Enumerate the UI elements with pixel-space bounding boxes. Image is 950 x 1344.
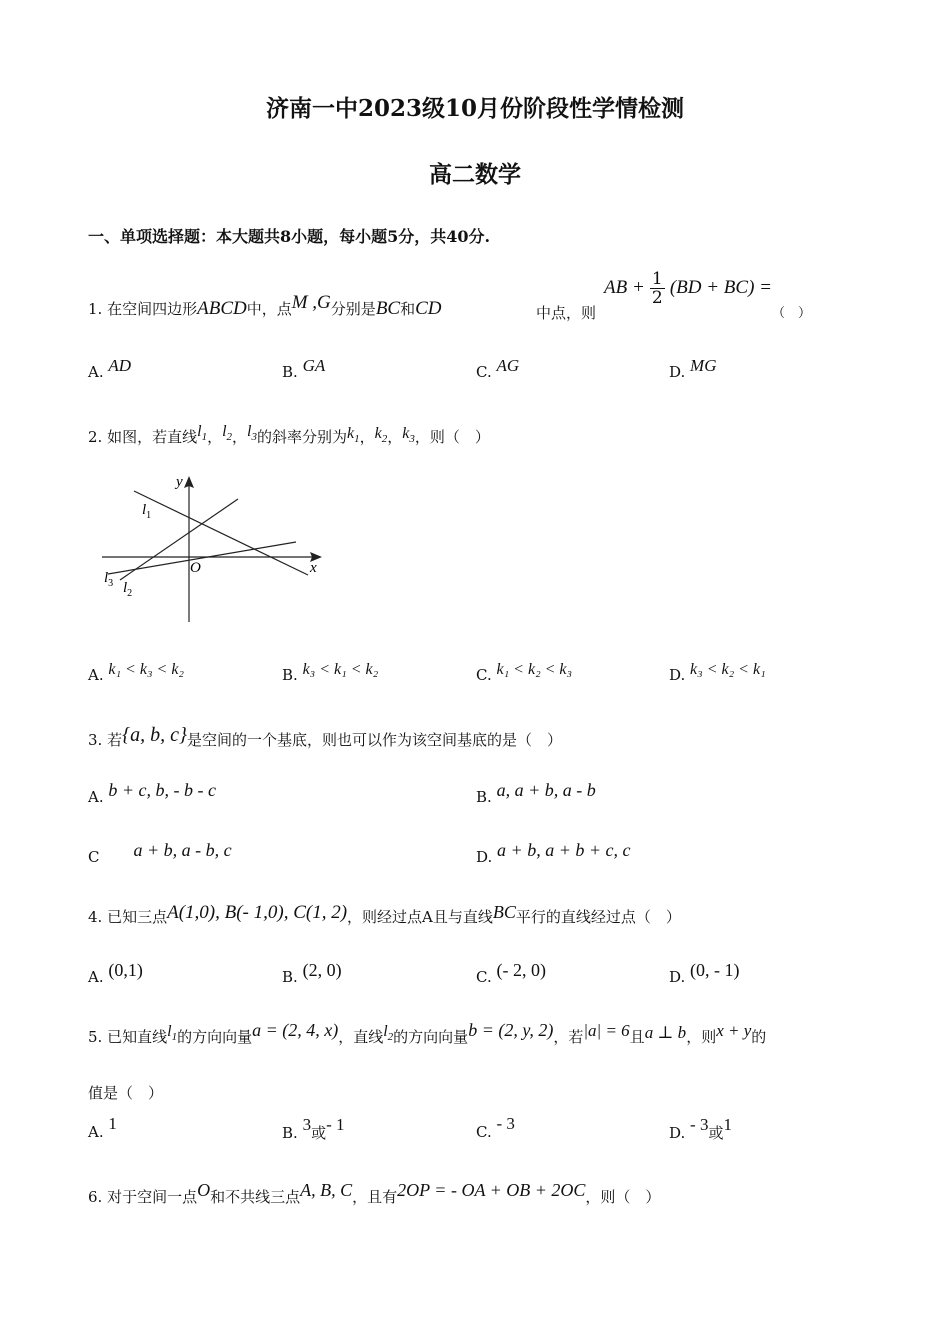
- page-subtitle: 高二数学: [429, 161, 521, 188]
- q3-option-c: [88, 840, 232, 867]
- q5-text: ，若: [553, 1028, 584, 1046]
- q1-option-c: [476, 356, 520, 382]
- q1-text-midpoint: 中点，则: [536, 304, 597, 322]
- option-label: B.: [282, 363, 298, 381]
- q4-number: 4.: [88, 908, 103, 926]
- q2-k1: k: [347, 425, 355, 442]
- q5-vector-b: b = (2, y, 2): [468, 1020, 554, 1040]
- q3-option-d: [476, 840, 631, 867]
- q3-basis: {a, b, c}: [122, 724, 187, 746]
- q6-equation: 2OP = - OA + OB + 2OC: [397, 1180, 586, 1200]
- option-value: - 3: [690, 1115, 709, 1134]
- option-value: (2, 0): [302, 960, 342, 980]
- l2-label-sub: 2: [127, 588, 133, 599]
- q4-option-b: [282, 960, 342, 987]
- q4-text: 平行的直线经过点（ ）: [515, 908, 681, 926]
- q1-math-abcd: ABCD: [197, 298, 247, 319]
- q2-option-c: [476, 661, 573, 685]
- q5-text: 且: [629, 1028, 645, 1046]
- q1-text: 中，点: [246, 300, 292, 318]
- q3-option-a: [88, 780, 217, 807]
- option-value: GA: [302, 356, 326, 375]
- q1-math-bc: BC: [375, 298, 401, 319]
- option-value-2: 1: [723, 1115, 732, 1134]
- q5-text: 的方向向量: [393, 1028, 469, 1046]
- section-heading: 一、单项选择题：本大题共8小题，每小题5分，共40分.: [88, 227, 491, 246]
- q4-text: ，则经过点A且与直线: [347, 908, 493, 926]
- q5-perpendicular: a ⊥ b: [644, 1023, 687, 1042]
- q4-text: 已知三点: [107, 908, 168, 926]
- q1-option-a: [88, 356, 132, 382]
- q5-option-a: [88, 1114, 117, 1142]
- q2-text: 的斜率分别为: [257, 428, 348, 446]
- q2-k3-sub: 3: [409, 433, 415, 446]
- q2-text: 如图，若直线: [107, 428, 198, 446]
- question-6: [88, 1180, 661, 1207]
- q2-l3-sub: 3: [251, 431, 257, 444]
- q2-k1-sub: 1: [354, 433, 360, 446]
- l3-label-sub: 3: [108, 578, 114, 589]
- q2-figure-axes: [98, 466, 330, 626]
- q1-frac-num: 1: [651, 269, 663, 289]
- option-label: D.: [669, 1124, 686, 1142]
- option-label: B.: [476, 788, 492, 806]
- option-value: 3: [302, 1115, 312, 1134]
- q2-comma: ，: [359, 428, 375, 446]
- option-value-2: - 1: [326, 1115, 345, 1134]
- page-title: 济南一中2023级10月份阶段性学情检测: [265, 95, 685, 122]
- question-2: [88, 423, 490, 449]
- option-value: AG: [496, 356, 520, 375]
- q5-text: ，直线: [338, 1028, 384, 1046]
- q5-l1: l: [167, 1023, 172, 1040]
- q5-magnitude: |a| = 6: [583, 1021, 630, 1040]
- question-1: [88, 292, 442, 320]
- q1-text: 在空间四边形: [107, 300, 198, 318]
- q5-l1-sub: 1: [171, 1031, 178, 1044]
- option-label: A.: [88, 968, 104, 986]
- q1-math-mg: M ,G: [291, 292, 331, 313]
- q2-option-a: [88, 661, 184, 685]
- l1-label-letter: l: [142, 502, 147, 518]
- q3-number: 3.: [88, 731, 103, 749]
- option-label: C.: [476, 968, 492, 986]
- q4-points: A(1,0), B(- 1,0), C(1, 2): [167, 902, 348, 923]
- q5-l2-sub: 2: [387, 1031, 394, 1044]
- q5-text: 已知直线: [107, 1028, 168, 1046]
- option-value: b + c, b, - b - c: [108, 780, 217, 800]
- l3-label-letter: l: [104, 570, 109, 586]
- option-label: D.: [669, 363, 686, 381]
- q5-text: ，则: [686, 1028, 717, 1046]
- q5-option-c: [476, 1114, 515, 1142]
- option-label: C: [88, 848, 100, 866]
- q2-l1-sub: 1: [201, 431, 208, 444]
- question-5: [88, 1020, 767, 1049]
- q6-points: A, B, C: [300, 1180, 353, 1200]
- q1-fraction: [650, 270, 665, 307]
- q1-answer-paren: （ ）: [772, 306, 812, 321]
- option-value: MG: [690, 356, 717, 375]
- q2-comma: ，: [387, 428, 403, 446]
- q5-line2: 值是（ ）: [88, 1084, 164, 1102]
- option-label: A.: [88, 788, 104, 806]
- option-value: - 3: [496, 1114, 515, 1133]
- option-value: a, a + b, a - b: [496, 780, 596, 800]
- l1-label-sub: 1: [146, 510, 152, 521]
- origin-label: O: [190, 560, 201, 576]
- q2-comma: ，: [207, 428, 223, 446]
- l2-label: [123, 580, 132, 599]
- q6-point-o: O: [197, 1180, 211, 1200]
- option-value: 1: [108, 1114, 117, 1133]
- q5-option-d: [669, 1115, 732, 1143]
- q1-expression: [604, 270, 772, 307]
- option-value: (0,1): [108, 960, 143, 980]
- q2-comma: ，: [232, 428, 248, 446]
- q2-number: 2.: [88, 428, 103, 446]
- option-label: B.: [282, 1124, 298, 1142]
- q6-text: 对于空间一点: [107, 1188, 198, 1206]
- option-value: k₃ < k₁ < k₂: [302, 661, 379, 678]
- q3-option-b: [476, 780, 596, 807]
- option-value: (0, - 1): [690, 960, 740, 980]
- q3-text: 是空间的一个基底，则也可以作为该空间基底的是（ ）: [186, 731, 562, 749]
- option-label: D.: [476, 848, 493, 866]
- option-value: k₁ < k₂ < k₃: [496, 661, 573, 678]
- q3-text: 若: [107, 731, 123, 749]
- option-or: 或: [311, 1124, 327, 1142]
- q4-math-bc: BC: [492, 902, 516, 922]
- line-l3: [108, 542, 296, 574]
- q6-text: ，则（ ）: [585, 1188, 661, 1206]
- q6-text: 和不共线三点: [210, 1188, 301, 1206]
- q4-option-c: [476, 960, 546, 987]
- q5-sum: x + y: [716, 1021, 752, 1040]
- q5-text: 的: [751, 1028, 767, 1046]
- q5-text: 的方向向量: [177, 1028, 253, 1046]
- q1-expr-ab: AB +: [604, 277, 645, 298]
- option-label: C.: [476, 1123, 492, 1141]
- option-label: D.: [669, 968, 686, 986]
- x-label: x: [310, 560, 317, 576]
- option-label: B.: [282, 666, 298, 684]
- q1-option-d: [669, 356, 717, 382]
- q5-vector-a: a = (2, 4, x): [252, 1020, 339, 1040]
- q2-k2-sub: 2: [381, 433, 388, 446]
- option-label: C.: [476, 666, 492, 684]
- q2-text: ，则（ ）: [414, 428, 490, 446]
- option-value: a + b, a - b, c: [133, 840, 232, 860]
- q1-expr-bd-bc: (BD + BC) =: [669, 277, 772, 298]
- q4-option-a: [88, 960, 143, 987]
- q2-l2: l: [222, 423, 227, 440]
- q2-k2: k: [374, 425, 382, 442]
- option-value: a + b, a + b + c, c: [497, 840, 631, 860]
- q6-text: ，且有: [352, 1188, 398, 1206]
- q2-k3: k: [402, 425, 410, 442]
- l2-label-letter: l: [123, 580, 128, 596]
- line-l1: [134, 491, 308, 575]
- option-label: A.: [88, 666, 104, 684]
- line-l2: [120, 499, 238, 580]
- q2-l1: l: [197, 423, 202, 440]
- question-3: [88, 724, 562, 751]
- q2-option-b: [282, 661, 379, 685]
- q2-l3: l: [247, 423, 252, 440]
- q4-option-d: [669, 960, 740, 987]
- option-value: AD: [108, 356, 132, 375]
- y-label: y: [176, 474, 183, 490]
- question-4: [88, 902, 681, 928]
- option-label: B.: [282, 968, 298, 986]
- q1-number: 1.: [88, 300, 103, 318]
- q5-option-b: [282, 1115, 345, 1143]
- option-label: D.: [669, 666, 686, 684]
- option-label: A.: [88, 363, 104, 381]
- l1-label: [142, 502, 151, 521]
- q5-number: 5.: [88, 1028, 103, 1046]
- q5-l2: l: [383, 1023, 388, 1040]
- q2-option-d: [669, 661, 766, 685]
- q1-text: 分别是: [330, 300, 376, 318]
- q1-frac-den: 2: [651, 288, 663, 308]
- option-or: 或: [708, 1124, 724, 1142]
- q2-l2-sub: 2: [226, 431, 233, 444]
- q1-text: 和: [400, 300, 416, 318]
- option-value: (- 2, 0): [496, 960, 546, 980]
- option-value: k₃ < k₂ < k₁: [690, 661, 766, 678]
- option-label: C.: [476, 363, 492, 381]
- option-label: A.: [88, 1123, 104, 1141]
- option-value: k₁ < k₃ < k₂: [108, 661, 184, 678]
- q1-math-cd: CD: [415, 298, 442, 319]
- q6-number: 6.: [88, 1188, 103, 1206]
- q1-option-b: [282, 356, 326, 382]
